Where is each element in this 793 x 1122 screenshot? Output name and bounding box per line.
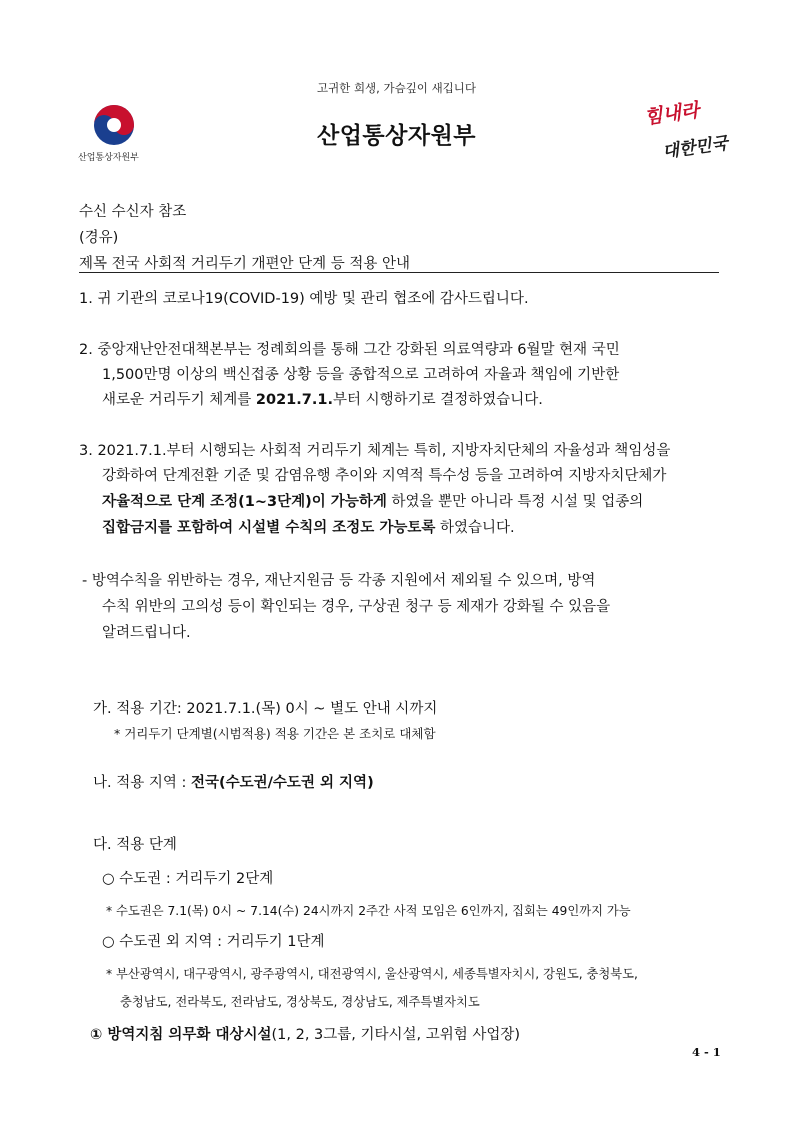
item-3-line-3: 자율적으로 단계 조정(1~3단계)이 가능하게 하였을 뿐만 아니라 특정 시설 및 업종의 <box>102 494 644 510</box>
via-line: (경유) <box>79 230 119 246</box>
slogan-calligraphy <box>640 97 730 177</box>
noncapital-note-1: * 부산광역시, 대구광역시, 광주광역시, 대전광역시, 울산광역시, 세종특별자치시, 강원도, 충청북도, <box>106 967 638 981</box>
notice-line-1: - 방역수칙을 위반하는 경우, 재난지원금 등 각종 지원에서 제외될 수 있으며, 방역 <box>82 573 596 589</box>
item-1: 1. 귀 기관의 코로나19(COVID-19) 예방 및 관리 협조에 감사드립니다. <box>79 291 529 307</box>
item-2-line-1: 2. 중앙재난안전대책본부는 정례회의를 통해 그간 강화된 의료역량과 6월말 현재 국민 <box>79 342 620 358</box>
notice-line-3: 알려드립니다. <box>102 625 191 641</box>
noncapital-note-2: 충청남도, 전라북도, 전라남도, 경상북도, 경상남도, 제주특별자치도 <box>120 995 480 1009</box>
logo-caption: 산업통상자원부 <box>78 153 139 163</box>
item-2-line-3: 새로운 거리두기 체계를 2021.7.1.부터 시행하기로 결정하였습니다. <box>102 392 543 408</box>
ministry-title: 산업통상자원부 <box>316 123 477 149</box>
slogan-line-1: 힘내라 <box>642 99 701 129</box>
notice-line-2: 수칙 위반의 고의성 등이 확인되는 경우, 구상권 청구 등 제재가 강화될 수 있음을 <box>102 599 611 615</box>
period-line: 가. 적용 기간: 2021.7.1.(목) 0시 ~ 별도 안내 시까지 <box>93 701 438 717</box>
item-3-line-1: 3. 2021.7.1.부터 시행되는 사회적 거리두기 체계는 특히, 지방자치단체의 자율성과 책임성을 <box>79 443 671 459</box>
noncapital-stage: ○ 수도권 외 지역 : 거리두기 1단계 <box>102 934 325 950</box>
region-line: 나. 적용 지역 : 전국(수도권/수도권 외 지역) <box>93 775 374 791</box>
period-note: * 거리두기 단계별(시범적용) 적용 기간은 본 조치로 대체함 <box>114 726 436 741</box>
subject-line: 제목 전국 사회적 거리두기 개편안 단계 등 적용 안내 <box>79 256 411 272</box>
header-divider <box>79 272 719 273</box>
capital-stage: ○ 수도권 : 거리두기 2단계 <box>102 871 274 887</box>
item-3-line-2: 강화하여 단계전환 기준 및 감염유행 추이와 지역적 특수성 등을 고려하여 지방자치단체가 <box>102 468 667 484</box>
mandatory-facilities-heading: ① 방역지침 의무화 대상시설(1, 2, 3그룹, 기타시설, 고위험 사업장) <box>90 1027 521 1043</box>
memorial-tagline: 고귀한 희생, 가슴깊이 새깁니다 <box>316 81 477 95</box>
slogan-line-2: 대한민국 <box>661 133 730 163</box>
item-2-line-2: 1,500만명 이상의 백신접종 상황 등을 종합적으로 고려하여 자율과 책임에 기반한 <box>102 367 620 383</box>
recipient-line: 수신 수신자 참조 <box>79 204 187 220</box>
capital-note: * 수도권은 7.1(목) 0시 ~ 7.14(수) 24시까지 2주간 사적 모임은 6인까지, 집회는 49인까지 가능 <box>106 904 631 918</box>
region-value: 전국(수도권/수도권 외 지역) <box>190 775 374 791</box>
page-number: 4 - 1 <box>692 1045 721 1059</box>
effective-date: 2021.7.1. <box>255 392 333 408</box>
stage-heading: 다. 적용 단계 <box>93 837 177 853</box>
item-3-line-4: 집합금지를 포함하여 시설별 수칙의 조정도 가능토록 하였습니다. <box>102 520 515 536</box>
